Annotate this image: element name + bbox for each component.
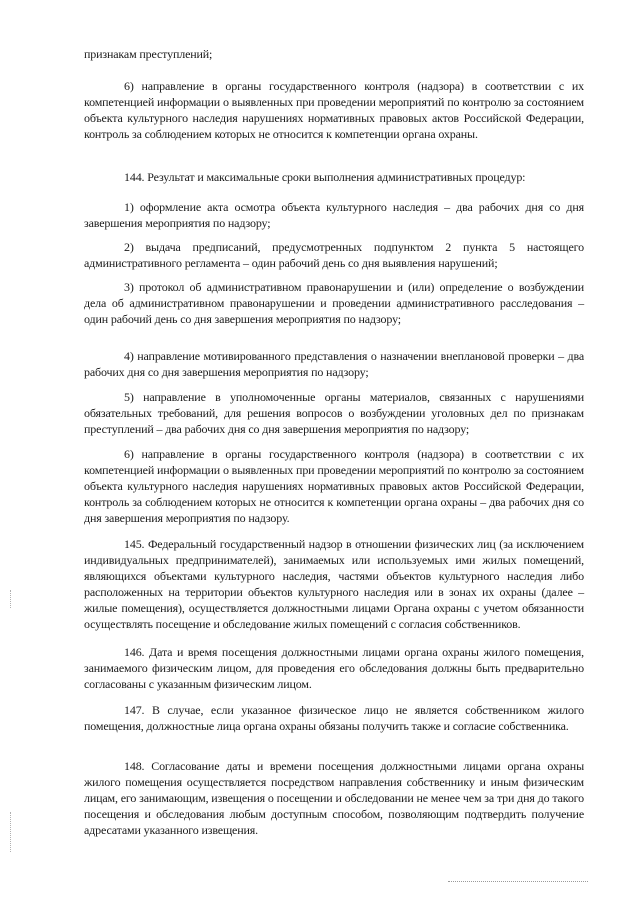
paragraph-144-item-5: 5) направление в уполномоченные органы материалов, связанных с нарушениями обязательных требований, для решения вопросов о возбуждении уголовных дел по признакам преступлений – два рабочих дня со дня завершения мероприятия по надзору; bbox=[84, 390, 584, 436]
paragraph-146: 146. Дата и время посещения должностными лицами органа охраны жилого помещения, занимаемого физическим лицом, для проведения его обследования должны быть предварительно согласованы с указанным физическим лицом. bbox=[84, 645, 584, 691]
paragraph-144-item-6: 6) направление в органы государственного контроля (надзора) в соответствии с их компетенцией информации о выявленных при проведении мероприятий по контролю за состоянием объекта культурного наследия нарушениях нормативных правовых актов Российской Федерации, контроль за соблюдением которых не относится к компетенции органа охраны – два рабочих дня со дня завершения мероприятия по надзору. bbox=[84, 447, 584, 525]
paragraph-item-6-first: 6) направление в органы государственного контроля (надзора) в соответствии с их компетенцией информации о выявленных при проведении мероприятий по контролю за состоянием объекта культурного наследия нарушениях нормативных правовых актов Российской Федерации, контроль за соблюдением которых не относится к компетенции органа охраны. bbox=[84, 79, 584, 141]
paragraph-144-heading: 144. Результат и максимальные сроки выполнения административных процедур: bbox=[124, 170, 526, 184]
paragraph-144-item-2: 2) выдача предписаний, предусмотренных подпунктом 2 пункта 5 настоящего административного регламента – один рабочий день со дня выявления нарушений; bbox=[84, 240, 584, 270]
footer-divider bbox=[448, 881, 588, 882]
paragraph-continuation: признакам преступлений; bbox=[84, 47, 213, 61]
paragraph-144-item-4: 4) направление мотивированного представления о назначении внеплановой проверки – два рабочих дня со дня завершения мероприятия по надзору; bbox=[84, 349, 584, 379]
paragraph-147: 147. В случае, если указанное физическое лицо не является собственником жилого помещения, должностные лица органа охраны обязаны получить также и согласие собственника. bbox=[84, 703, 584, 733]
paragraph-148: 148. Согласование даты и времени посещения должностными лицами органа охраны жилого помещения осуществляется посредством направления собственнику и иным физическим лицам, его занимающим, извещения о посещении и обследовании не менее чем за три дня до такого посещения и обследования любым доступным способом, позволяющим подтвердить получение адресатами указанного извещения. bbox=[84, 759, 584, 837]
paragraph-144-item-3: 3) протокол об административном правонарушении и (или) определение о возбуждении дела об административном правонарушении и проведении административного расследования – один рабочий день со дня завершения мероприятия по надзору; bbox=[84, 280, 584, 326]
scan-artifact-dots bbox=[10, 590, 13, 608]
paragraph-144-item-1: 1) оформление акта осмотра объекта культурного наследия – два рабочих дня со дня завершения мероприятия по надзору; bbox=[84, 200, 584, 230]
scan-artifact-dots bbox=[10, 812, 13, 852]
paragraph-145: 145. Федеральный государственный надзор в отношении физических лиц (за исключением индивидуальных предпринимателей), занимаемых или используемых ими жилых помещений, являющихся объектами культурного наследия, частями объектов культурного наследия либо расположенных на территории объектов культурного наследия или в зонах их охраны (далее – жилые помещения), осуществляется должностными лицами Органа охраны с учетом обязанности осуществлять посещение и обследование жилых помещений с согласия собственников. bbox=[84, 537, 584, 631]
